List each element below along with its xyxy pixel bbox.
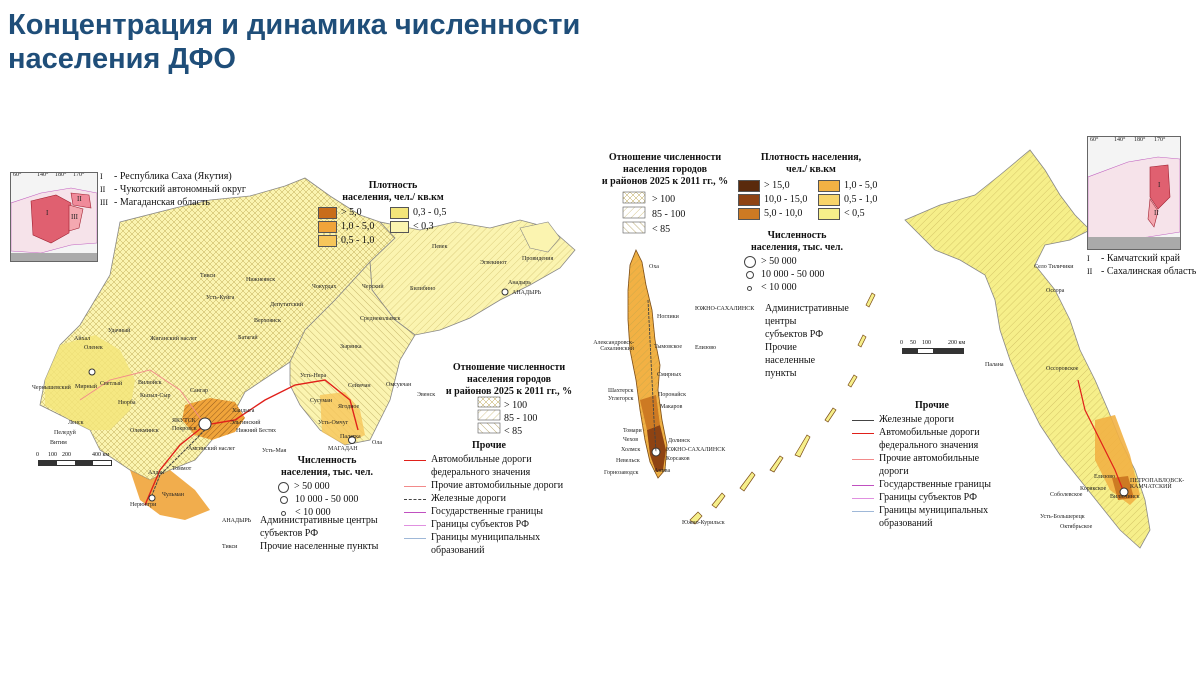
place-label: Усть-Нера bbox=[300, 373, 327, 379]
density-label: 5,0 - 10,0 bbox=[764, 208, 803, 219]
right-inset-legend bbox=[1087, 252, 1196, 279]
density-swatch bbox=[738, 208, 760, 220]
place-label: Депутатский bbox=[270, 302, 303, 308]
other-label: Железные дороги bbox=[431, 493, 506, 504]
left-inset-tick-2: 140° bbox=[37, 172, 49, 178]
state-border-line bbox=[404, 512, 426, 513]
other-item bbox=[852, 427, 1012, 439]
other-road-line bbox=[852, 459, 874, 460]
density-label: > 5,0 bbox=[341, 207, 362, 218]
other-item bbox=[879, 466, 1012, 478]
right-ratio-label: > 100 bbox=[652, 194, 676, 205]
left-inset-num-1: I bbox=[46, 209, 49, 217]
subject-border-line bbox=[852, 498, 874, 499]
place-label: Оленек bbox=[84, 345, 103, 351]
left-inset-svg bbox=[11, 173, 97, 261]
right-inset-tick-1: 60° bbox=[1090, 137, 1099, 143]
density-swatch bbox=[390, 207, 409, 219]
right-inset-tick-3: 180° bbox=[1134, 137, 1146, 143]
density-swatch bbox=[738, 194, 760, 206]
centers-label: населенные bbox=[765, 355, 816, 366]
state-border-line bbox=[852, 485, 874, 486]
other-item bbox=[852, 479, 1012, 491]
place-label: Эвенск bbox=[417, 392, 436, 398]
left-inset-legend-row bbox=[100, 171, 246, 183]
neryungri-marker bbox=[149, 495, 155, 501]
place-label: Пеледуй bbox=[54, 430, 76, 436]
pop-item bbox=[280, 494, 392, 506]
place-label: Ола bbox=[372, 440, 382, 446]
pop-circle-medium bbox=[746, 271, 754, 279]
place-label: Вилючинск bbox=[1110, 494, 1140, 500]
centers-row bbox=[765, 368, 849, 380]
place-label: Невельск bbox=[616, 458, 640, 464]
right-other-legend bbox=[852, 400, 1012, 531]
place-label: Сусуман bbox=[310, 398, 332, 404]
place-label: Нижний Бестях bbox=[236, 428, 277, 434]
left-scale-tick: 400 км bbox=[92, 452, 110, 458]
left-scale-tick: 200 bbox=[62, 452, 71, 458]
density-item bbox=[738, 194, 818, 206]
density-item bbox=[738, 180, 818, 192]
place-label: Южно-Курильск bbox=[682, 520, 725, 526]
pop-item bbox=[278, 481, 392, 493]
pop-label: < 10 000 bbox=[761, 282, 797, 293]
place-label: Сеймчан bbox=[348, 383, 371, 389]
density-label: > 15,0 bbox=[764, 180, 790, 191]
place-label: Хандыга bbox=[232, 408, 255, 414]
density-item bbox=[318, 235, 390, 247]
centers-row bbox=[222, 515, 378, 527]
left-inset-num-2: II bbox=[77, 195, 82, 203]
place-label: Оссоровское bbox=[1046, 366, 1079, 372]
right-pop-legend bbox=[742, 230, 852, 295]
left-inset-legend-row bbox=[100, 197, 246, 209]
page-title-line-2: населения ДФО bbox=[8, 43, 236, 75]
place-label: Кызыл-Сыр bbox=[140, 393, 171, 399]
place-label: Эгвекинот bbox=[480, 260, 507, 266]
density-label: 1,0 - 5,0 bbox=[844, 180, 878, 191]
place-label: Корякское bbox=[1080, 486, 1107, 492]
density-item bbox=[738, 208, 818, 220]
place-label: Томмот bbox=[172, 466, 192, 472]
right-inset-legend-label: - Камчатский край bbox=[1101, 253, 1180, 264]
place-label: Тикси bbox=[200, 273, 216, 279]
place-label: Долинск bbox=[668, 438, 691, 444]
place-label: Провидения bbox=[522, 256, 554, 262]
density-item bbox=[818, 208, 884, 220]
density-swatch bbox=[818, 194, 840, 206]
place-label: Ягодное bbox=[338, 404, 360, 410]
other-item bbox=[879, 518, 1012, 530]
centers-row bbox=[765, 316, 849, 328]
other-label: Прочие автомобильные bbox=[879, 453, 980, 464]
right-other-title: Прочие bbox=[915, 400, 949, 411]
place-label: Витим bbox=[50, 440, 67, 446]
other-label: образований bbox=[431, 545, 485, 556]
place-label: Томари bbox=[623, 428, 642, 434]
other-item bbox=[404, 506, 574, 518]
density-swatch bbox=[738, 180, 760, 192]
right-scale-tick: 200 км bbox=[948, 340, 966, 346]
left-ratio-legend bbox=[440, 362, 578, 438]
pop-label: > 50 000 bbox=[761, 256, 797, 267]
other-item bbox=[852, 414, 1012, 426]
place-label: Усть-Омчуг bbox=[318, 420, 349, 426]
place-label: Сангар bbox=[190, 388, 208, 394]
centers-label: Административные bbox=[765, 303, 849, 314]
left-scale-tick: 100 bbox=[48, 452, 57, 458]
right-ratio-title-1: Отношение численности bbox=[608, 152, 722, 163]
place-label: Оссора bbox=[1046, 288, 1065, 294]
pop-label: 10 000 - 50 000 bbox=[761, 269, 825, 280]
left-inset-legend-row bbox=[100, 184, 246, 196]
other-label: дороги bbox=[879, 466, 909, 477]
other-label: Границы субъектов РФ bbox=[879, 492, 977, 503]
place-label: Тымовское bbox=[654, 344, 683, 350]
density-item bbox=[390, 207, 462, 219]
pop-circle-large bbox=[744, 256, 756, 268]
place-label: Черский bbox=[362, 284, 384, 290]
left-inset-legend-num: II bbox=[100, 185, 106, 194]
density-item bbox=[390, 221, 462, 233]
place-label: Макаров bbox=[660, 404, 683, 410]
centers-row bbox=[222, 541, 378, 553]
left-ratio-title-2: населения городов bbox=[466, 374, 552, 385]
right-ratio-title-2: населения городов bbox=[622, 164, 708, 175]
centers-sample: ЮЖНО-САХАЛИНСК bbox=[695, 306, 755, 312]
right-inset-legend-num: II bbox=[1087, 267, 1093, 276]
density-item bbox=[318, 207, 390, 219]
centers-row bbox=[695, 342, 849, 354]
right-inset-num-1: I bbox=[1158, 181, 1161, 189]
other-item bbox=[879, 440, 1012, 452]
place-label: Айхал bbox=[74, 336, 91, 342]
place-label: ЯКУТСК bbox=[172, 418, 196, 424]
place-label: Верхоянск bbox=[254, 318, 281, 324]
place-label: Анива bbox=[654, 468, 671, 474]
right-scale-tick: 50 bbox=[910, 340, 916, 346]
right-inset-map bbox=[1087, 136, 1181, 250]
pop-item bbox=[744, 256, 852, 268]
other-label: Железные дороги bbox=[879, 414, 954, 425]
left-inset-legend-num: I bbox=[100, 172, 103, 181]
centers-sample: Елизово bbox=[695, 345, 716, 351]
right-ratio-title-3: и районов 2025 к 2011 гг., % bbox=[601, 176, 729, 187]
left-inset-legend-num: III bbox=[100, 198, 108, 207]
other-item bbox=[404, 454, 574, 466]
place-label: Холмск bbox=[621, 447, 641, 453]
pop-item bbox=[747, 282, 852, 294]
density-item bbox=[318, 221, 390, 233]
centers-label: субъектов РФ bbox=[260, 528, 319, 539]
other-label: федерального значения bbox=[879, 440, 979, 451]
place-label: Усть-Куйга bbox=[206, 295, 235, 301]
place-label: Нюрба bbox=[118, 400, 136, 406]
other-label: Границы муниципальных bbox=[879, 505, 989, 516]
right-centers-legend bbox=[695, 302, 849, 381]
left-inset-tick-3: 180° bbox=[55, 172, 67, 178]
yakutsk-marker bbox=[199, 418, 211, 430]
place-label: Жиганский наслег bbox=[150, 336, 198, 342]
density-label: 10,0 - 15,0 bbox=[764, 194, 808, 205]
right-density-title-1: Плотность населения, bbox=[760, 152, 862, 163]
other-item bbox=[431, 545, 574, 557]
other-label: образований bbox=[879, 518, 933, 529]
left-density-title-2: населения, чел./ кв.км bbox=[342, 192, 444, 203]
density-label: 1,0 - 5,0 bbox=[341, 221, 375, 232]
centers-label: Прочие населенные пункты bbox=[260, 541, 379, 552]
place-label: Село Тиличики bbox=[1034, 264, 1074, 270]
centers-label: субъектов РФ bbox=[765, 329, 824, 340]
pop-item bbox=[746, 269, 852, 281]
place-label: Александровск-Сахалинский bbox=[593, 340, 634, 352]
left-other-title: Прочие bbox=[472, 440, 506, 451]
place-label: Нижнеянск bbox=[246, 277, 276, 283]
left-scale-bar bbox=[38, 460, 112, 466]
muni-border-line bbox=[404, 538, 426, 539]
fed-road-line bbox=[852, 433, 874, 434]
other-item bbox=[404, 519, 574, 531]
pop-circle-large bbox=[278, 482, 289, 493]
right-scale-tick: 100 bbox=[922, 340, 931, 346]
density-item bbox=[818, 180, 884, 192]
pop-label: 10 000 - 50 000 bbox=[295, 494, 359, 505]
mirny-marker bbox=[89, 369, 95, 375]
place-label: Зырянка bbox=[340, 344, 362, 350]
place-label: Смирных bbox=[657, 372, 682, 378]
place-label: Палана bbox=[985, 362, 1004, 368]
place-label: Октябрьское bbox=[1060, 524, 1093, 530]
muni-border-line bbox=[852, 511, 874, 512]
left-inset-legend-label: - Магаданская область bbox=[114, 197, 210, 208]
left-inset-tick-4: 170° bbox=[73, 172, 85, 178]
place-label: Горнозаводск bbox=[604, 470, 639, 476]
right-ratio-legend bbox=[590, 152, 740, 237]
place-label: АНАДЫРЬ bbox=[512, 290, 542, 296]
page-title-line-1: Концентрация и динамика численности bbox=[8, 9, 581, 41]
place-label: ПЕТРОПАВЛОВСК-КАМЧАТСКИЙ bbox=[1130, 478, 1185, 490]
place-label: Ленск bbox=[68, 420, 84, 426]
centers-label: пункты bbox=[765, 368, 797, 379]
place-label: Чокурдах bbox=[312, 284, 337, 290]
place-label: Вилюйск bbox=[138, 380, 162, 386]
railway-line bbox=[404, 499, 426, 500]
right-inset-legend-row bbox=[1087, 266, 1196, 278]
centers-label: Прочие bbox=[765, 342, 797, 353]
place-label: Чернышевский bbox=[32, 385, 71, 391]
left-ratio-label: > 100 bbox=[504, 400, 528, 411]
place-label: Омсукчан bbox=[386, 382, 412, 388]
right-inset-legend-num: I bbox=[1087, 254, 1090, 263]
other-label: Автомобильные дороги bbox=[879, 427, 980, 438]
right-inset-tick-2: 140° bbox=[1114, 137, 1126, 143]
other-label: федерального значения bbox=[431, 467, 531, 478]
density-label: 0,3 - 0,5 bbox=[413, 207, 447, 218]
place-label: Удачный bbox=[108, 328, 131, 334]
density-swatch bbox=[818, 208, 840, 220]
place-label: Оха bbox=[649, 264, 659, 270]
right-density-title-2: чел./ кв.км bbox=[786, 164, 836, 175]
left-pop-title-1: Численность bbox=[297, 455, 357, 466]
right-inset-legend-label: - Сахалинская область bbox=[1101, 266, 1197, 277]
place-label: Нерюнгри bbox=[130, 502, 157, 508]
pop-label: < 10 000 bbox=[295, 507, 331, 518]
place-label: Среднеколымск bbox=[360, 316, 401, 322]
left-pop-legend bbox=[262, 455, 392, 520]
right-pop-title-1: Численность bbox=[767, 230, 827, 241]
left-scale-tick: 0 bbox=[36, 452, 39, 458]
centers-row bbox=[260, 528, 378, 540]
other-item bbox=[404, 532, 574, 544]
centers-label: центры bbox=[765, 316, 797, 327]
left-inset-tick-1: 60° bbox=[13, 172, 22, 178]
left-inset-legend-label: - Республика Саха (Якутия) bbox=[114, 171, 232, 182]
other-item bbox=[852, 453, 1012, 465]
right-ratio-label: < 85 bbox=[652, 224, 671, 235]
left-density-title-1: Плотность bbox=[368, 180, 418, 191]
other-label: Государственные границы bbox=[431, 506, 543, 517]
place-label: Олекминск bbox=[130, 428, 159, 434]
subject-border-line bbox=[404, 525, 426, 526]
place-label: Елизово bbox=[1094, 474, 1115, 480]
left-ratio-title-1: Отношение численности bbox=[452, 362, 566, 373]
density-swatch bbox=[818, 180, 840, 192]
place-label: Шахтерск bbox=[608, 388, 634, 394]
left-inset-num-3: III bbox=[71, 213, 78, 221]
railway-line bbox=[852, 420, 874, 421]
density-item bbox=[818, 194, 884, 206]
place-label: Чульман bbox=[162, 492, 184, 498]
other-label: Государственные границы bbox=[879, 479, 991, 490]
place-label: Амгинский наслег bbox=[188, 446, 236, 452]
other-item bbox=[852, 492, 1012, 504]
right-pop-title-2: населения, тыс. чел. bbox=[750, 242, 844, 253]
place-label: Эльгинский bbox=[230, 420, 261, 426]
left-density-legend bbox=[318, 180, 468, 248]
right-inset-tick-4: 170° bbox=[1154, 137, 1166, 143]
density-swatch bbox=[318, 235, 337, 247]
density-swatch bbox=[318, 207, 337, 219]
other-label: Автомобильные дороги bbox=[431, 454, 532, 465]
centers-sample: АНАДЫРЬ bbox=[222, 518, 252, 524]
pop-circle-medium bbox=[280, 496, 288, 504]
density-swatch bbox=[318, 221, 337, 233]
centers-label: Административные центры bbox=[260, 515, 378, 526]
right-inset-num-2: II bbox=[1154, 209, 1159, 217]
right-inset-legend-row bbox=[1087, 253, 1196, 265]
density-label: < 0,5 bbox=[844, 208, 865, 219]
pop-circle-small bbox=[747, 286, 752, 291]
other-label: Границы субъектов РФ bbox=[431, 519, 529, 530]
place-label: Мирный bbox=[75, 384, 97, 390]
place-label: ЮЖНО-САХАЛИНСК bbox=[666, 447, 726, 453]
place-label: Алдан bbox=[148, 470, 165, 476]
place-label: Соболевское bbox=[1050, 492, 1083, 498]
centers-row bbox=[765, 355, 849, 367]
left-ratio-label: < 85 bbox=[504, 426, 523, 437]
centers-sample: Тикси bbox=[222, 544, 238, 550]
place-label: МАГАДАН bbox=[328, 446, 358, 452]
right-scale-tick: 0 bbox=[900, 340, 903, 346]
place-label: Усть-Большерецк bbox=[1040, 514, 1085, 520]
left-ratio-label: 85 - 100 bbox=[504, 413, 538, 424]
other-item bbox=[404, 493, 574, 505]
right-density-legend bbox=[738, 152, 884, 221]
place-label: Чехов bbox=[623, 437, 639, 443]
density-label: 0,5 - 1,0 bbox=[341, 235, 375, 246]
centers-row bbox=[765, 329, 849, 341]
other-item bbox=[431, 467, 574, 479]
anadyr-marker bbox=[502, 289, 508, 295]
left-ratio-title-3: и районов 2025 к 2011 гг., % bbox=[445, 386, 573, 397]
left-inset-map bbox=[10, 172, 98, 262]
place-label: Певек bbox=[432, 244, 448, 250]
right-ratio-label: 85 - 100 bbox=[652, 209, 686, 220]
fed-road-line bbox=[404, 460, 426, 461]
left-pop-title-2: населения, тыс. чел. bbox=[280, 467, 374, 478]
left-inset-legend-label: - Чукотский автономный округ bbox=[114, 184, 246, 195]
other-label: Прочие автомобильные дороги bbox=[431, 480, 564, 491]
other-item bbox=[404, 480, 574, 492]
density-label: 0,5 - 1,0 bbox=[844, 194, 878, 205]
place-label: Корсаков bbox=[666, 456, 690, 462]
left-other-legend bbox=[404, 440, 574, 558]
place-label: Батагай bbox=[238, 335, 258, 341]
place-label: Анадырь bbox=[508, 280, 532, 286]
other-item bbox=[852, 505, 1012, 517]
other-label: Границы муниципальных bbox=[431, 532, 541, 543]
pop-label: > 50 000 bbox=[294, 481, 330, 492]
place-label: Палатка bbox=[340, 434, 361, 440]
centers-row bbox=[695, 303, 849, 315]
density-swatch bbox=[390, 221, 409, 233]
place-label: Ноглики bbox=[657, 314, 679, 320]
right-inset-svg bbox=[1088, 137, 1180, 249]
place-label: Покровск bbox=[172, 426, 197, 432]
place-label: Углегорск bbox=[608, 396, 634, 402]
place-label: Светлый bbox=[100, 381, 123, 387]
left-centers-legend bbox=[222, 514, 378, 554]
place-label: Усть-Мая bbox=[262, 448, 287, 454]
other-road-line bbox=[404, 486, 426, 487]
right-scale-bar bbox=[902, 348, 964, 354]
place-label: Билибино bbox=[410, 286, 436, 292]
place-label: Поронайск bbox=[658, 392, 686, 398]
left-inset-legend bbox=[100, 170, 246, 210]
density-label: < 0,3 bbox=[413, 221, 434, 232]
